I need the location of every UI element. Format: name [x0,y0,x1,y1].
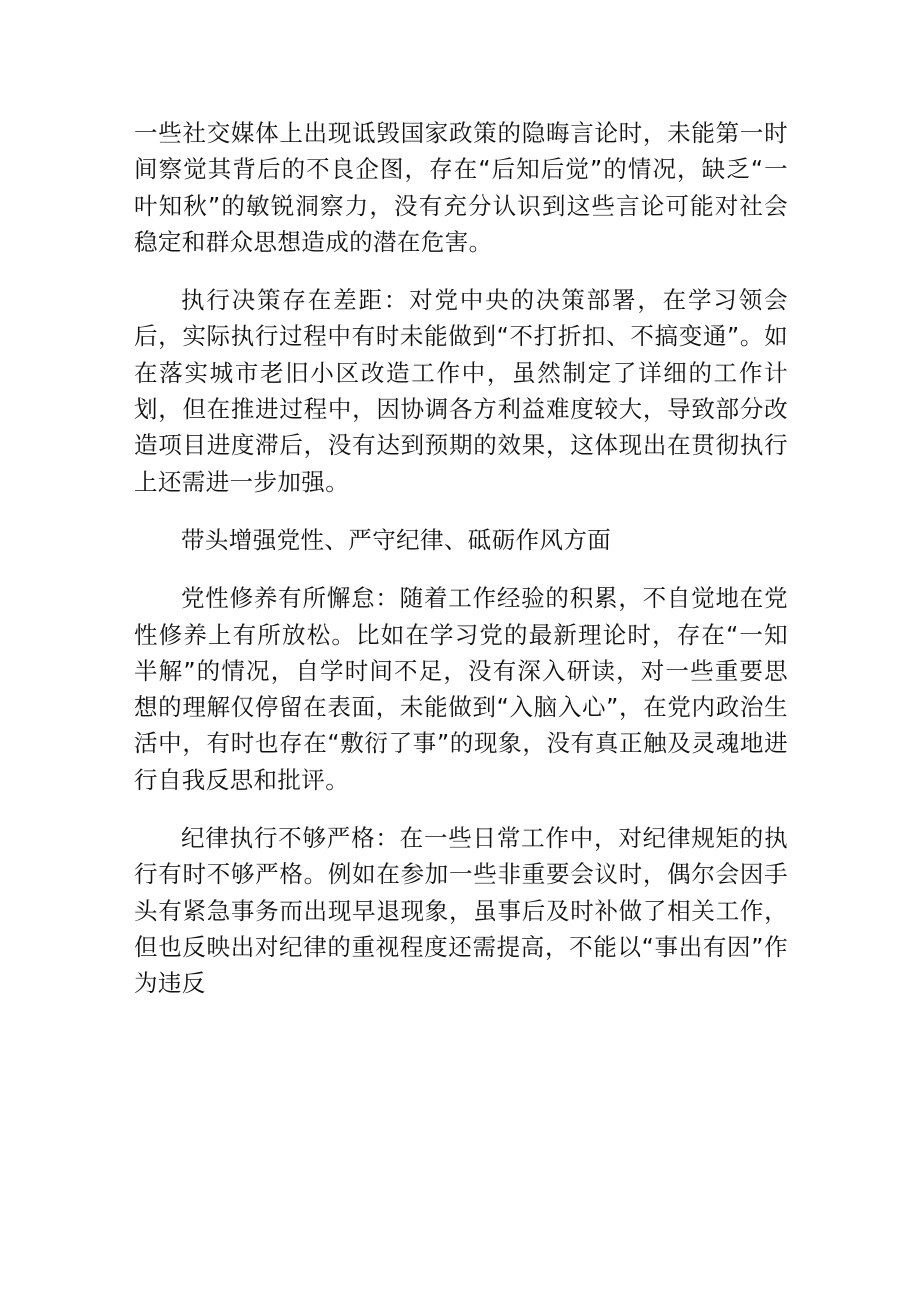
section-heading: 带头增强党性、严守纪律、砥砺作风方面 [181,525,612,554]
paragraph-decision-execution: 执行决策存在差距：对党中央的决策部署，在学习领会后，实际执行过程中有时未能做到“不打折扣、不搞变通”。如在落实城市老旧小区改造工作中，虽然制定了详细的工作计划，但在推进过程中，因协调各方利益难度较大，导致部分改造项目进度滞后，没有达到预期的效果，这体现出在贯彻执行上还需进一步加强。 [134,286,788,496]
paragraph-continuation: 一些社交媒体上出现诋毁国家政策的隐晦言论时，未能第一时间察觉其背后的不良企图，存在“后知后觉”的情况，缺乏“一叶知秋”的敏锐洞察力，没有充分认识到这些言论可能对社会稳定和群众思想造成的潜在危害。 [134,119,788,256]
paragraph-party-cultivation: 党性修养有所懈怠：随着工作经验的积累，不自觉地在党性修养上有所放松。比如在学习党的最新理论时，存在“一知半解”的情况，自学时间不足，没有深入研读，对一些重要思想的理解仅停留在表面，未能做到“入脑入心”，在党内政治生活中，有时也存在“敷衍了事”的现象，没有真正触及灵魂地进行自我反思和批评。 [134,584,788,794]
paragraph-discipline-execution: 纪律执行不够严格：在一些日常工作中，对纪律规矩的执行有时不够严格。例如在参加一些非重要会议时，偶尔会因手头有紧急事务而出现早退现象，虽事后及时补做了相关工作，但也反映出对纪律的重视程度还需提高，不能以“事出有因”作为违反 [134,824,788,998]
